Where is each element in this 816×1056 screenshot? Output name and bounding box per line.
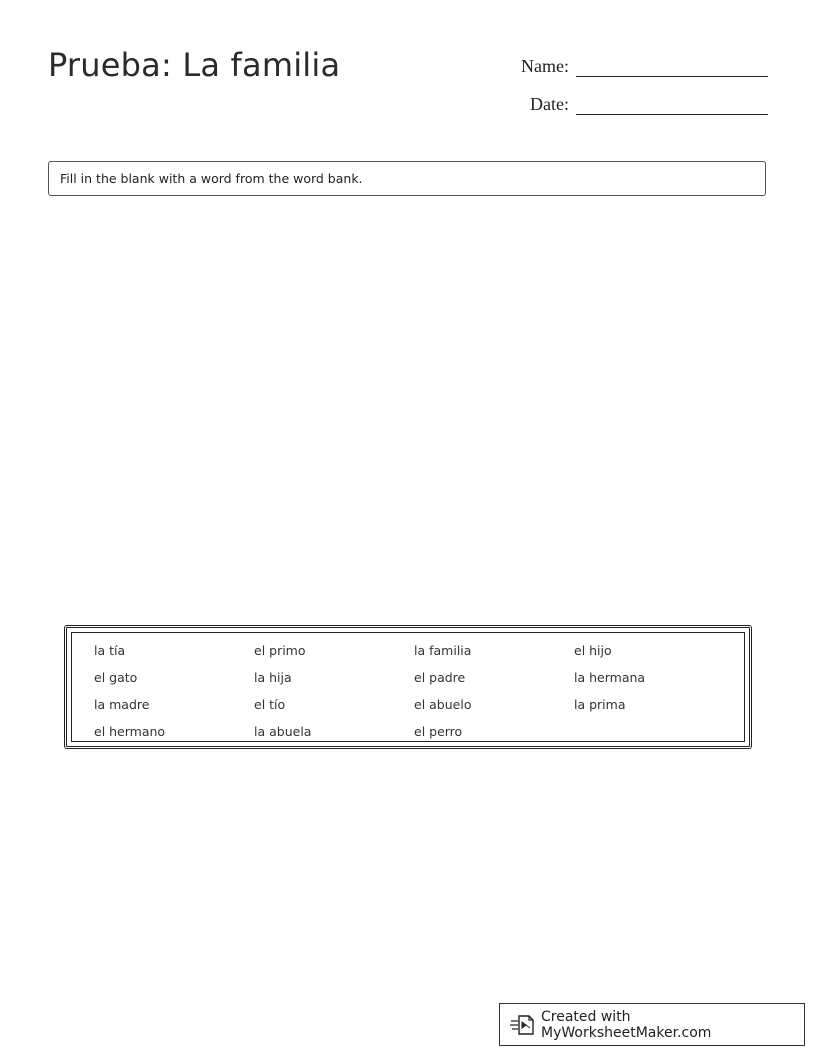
- word-bank-item: el gato: [94, 670, 138, 685]
- word-bank-item: la prima: [574, 697, 626, 712]
- word-bank-inner-border: [71, 632, 745, 742]
- page-title: Prueba: La familia: [48, 46, 341, 84]
- word-bank-item: el hermano: [94, 724, 166, 739]
- word-bank-item: el hijo: [574, 643, 612, 658]
- word-bank-item: la hija: [254, 670, 292, 685]
- date-field: [530, 90, 768, 115]
- word-bank-item: el tío: [254, 697, 286, 712]
- word-bank-item: la abuela: [254, 724, 312, 739]
- word-bank-item: la hermana: [574, 670, 646, 685]
- word-bank-item: el perro: [414, 724, 463, 739]
- word-bank-item: el padre: [414, 670, 466, 685]
- instructions-text: Fill in the blank with a word from the word bank.: [60, 171, 363, 186]
- word-bank-item: el abuelo: [414, 697, 472, 712]
- instructions-box: [48, 161, 766, 196]
- date-blank-line: [576, 90, 768, 115]
- word-bank-item: [574, 722, 734, 749]
- word-bank-item: el primo: [254, 643, 306, 658]
- worksheet-maker-logo-icon: [510, 1014, 534, 1036]
- date-label: Date:: [530, 94, 569, 114]
- word-bank-item: la madre: [94, 697, 150, 712]
- word-bank-item: la tía: [94, 643, 126, 658]
- word-bank: [64, 625, 752, 749]
- word-bank-item: la familia: [414, 643, 472, 658]
- footer-text: Created with MyWorksheetMaker.com: [541, 1008, 712, 1041]
- name-blank-line: [576, 52, 768, 77]
- name-label: Name:: [521, 56, 569, 76]
- word-bank-grid: [94, 641, 744, 749]
- created-with-badge: [499, 1003, 805, 1046]
- name-field: [521, 52, 768, 77]
